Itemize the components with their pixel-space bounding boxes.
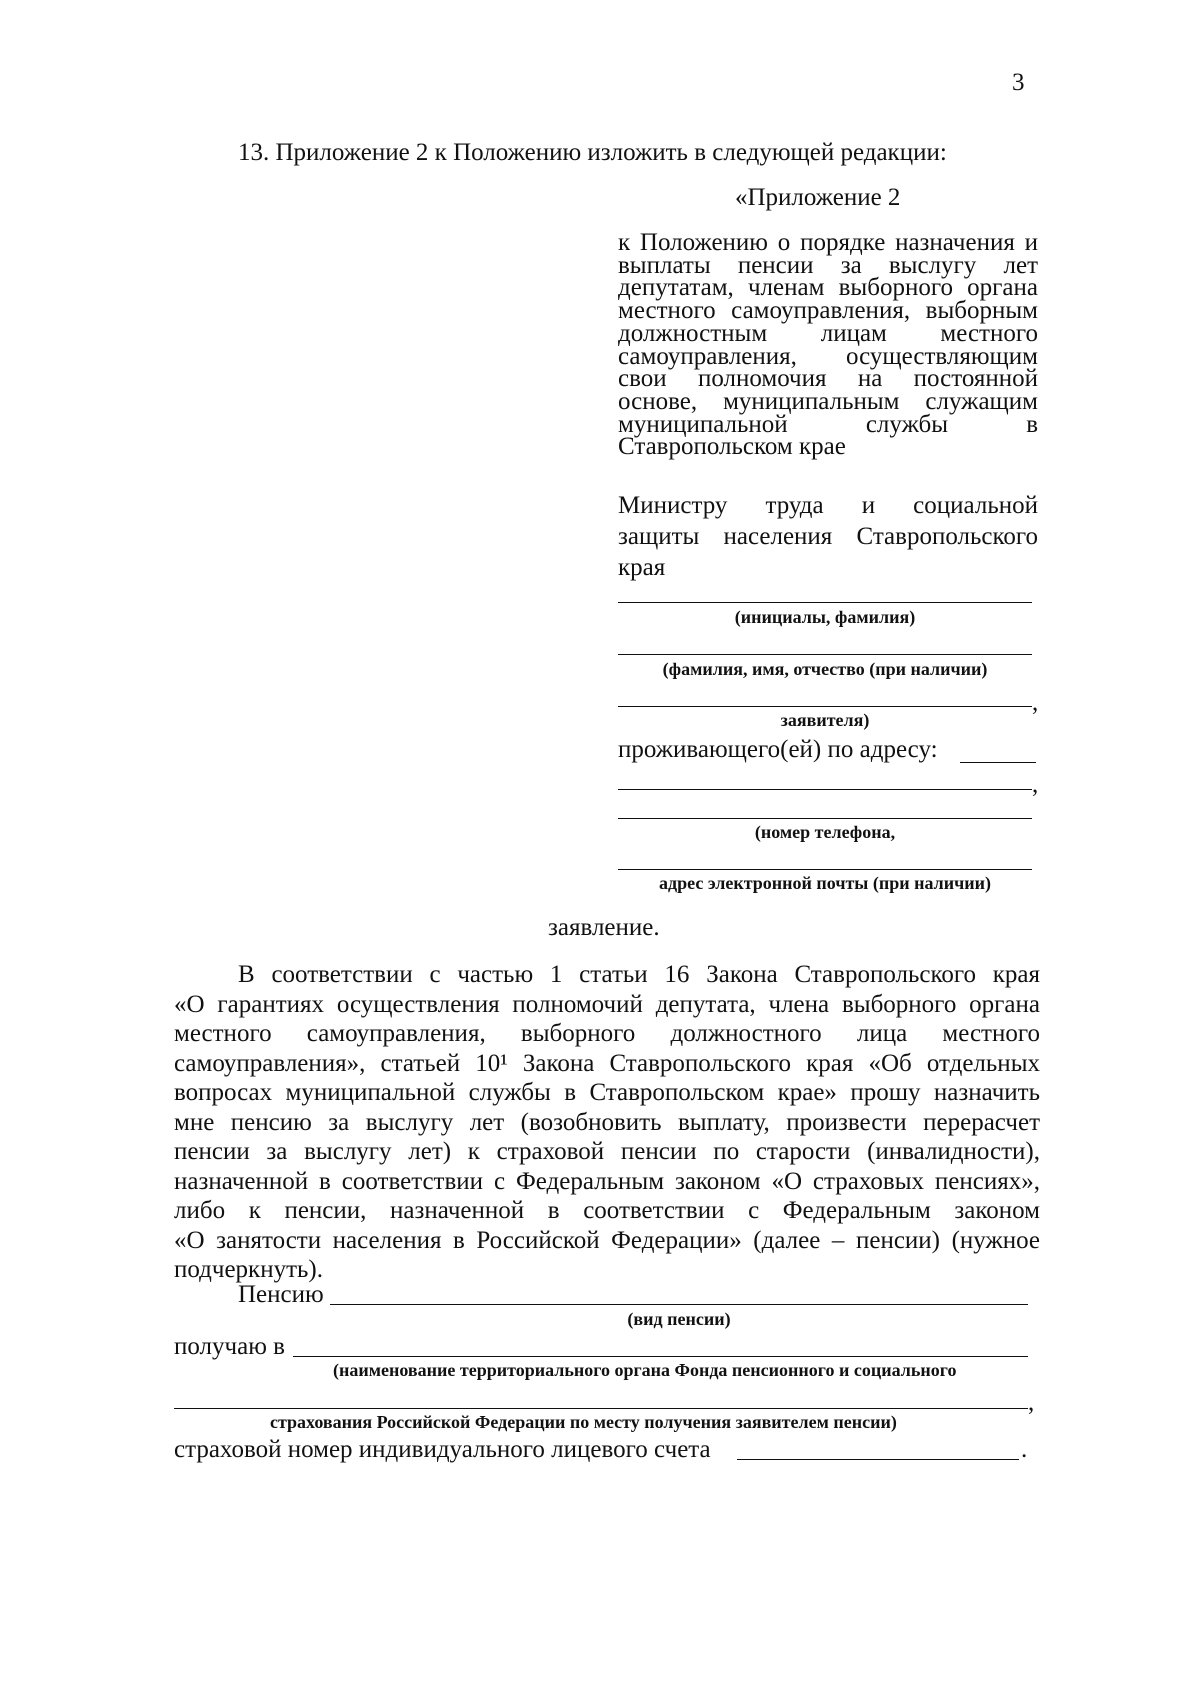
address-line-short <box>960 762 1036 763</box>
receive-label: получаю в <box>174 1333 285 1360</box>
pension-type-line <box>330 1304 1028 1305</box>
appendix-ref-line: выплаты пенсии за выслугу лет <box>618 251 1038 279</box>
statement-title: заявление. <box>548 914 660 941</box>
appendix-ref-line: основе, муниципальным служащим <box>618 387 1038 415</box>
body-line: «О занятости населения в Российской Федерации» (далее – пенсии) (нужное <box>174 1226 1040 1254</box>
addressee-line: Министру труда и социальной <box>618 492 1038 519</box>
initials-caption: (инициалы, фамилия) <box>734 607 916 627</box>
territorial-body-line-2 <box>174 1408 1028 1409</box>
addressee <box>618 490 1038 583</box>
page-number: 3 <box>1012 69 1025 96</box>
appendix-ref-line: Ставропольском крае <box>618 433 846 461</box>
body-line: назначенной в соответствии с Федеральным законом «О страховых пенсиях», <box>174 1167 1040 1195</box>
body-line: вопросах муниципальной службы в Ставропольском крае» прошу назначить <box>174 1079 1040 1106</box>
email-line <box>618 869 1032 870</box>
applicant-line <box>618 706 1032 707</box>
territorial-body-caption-2: страхования Российской Федерации по месту получения заявителем пенсии) <box>270 1412 897 1432</box>
body-line: мне пенсию за выслугу лет (возобновить выплату, произвести перерасчет <box>174 1108 1040 1136</box>
body-line: «О гарантиях осуществления полномочий депутата, члена выборного органа <box>174 990 1040 1018</box>
body-line: подчеркнуть). <box>174 1256 323 1283</box>
initials-line <box>618 602 1032 603</box>
appendix-ref-line: свои полномочия на постоянной <box>618 365 1038 393</box>
fio-caption: (фамилия, имя, отчество (при наличии) <box>662 659 988 679</box>
appendix-ref-line: депутатам, членам выборного органа <box>618 274 1038 302</box>
body-line: либо к пенсии, назначенной в соответствии с Федеральным законом <box>174 1197 1040 1224</box>
body-line: пенсии за выслугу лет) к страховой пенсии по старости (инвалидности), <box>174 1138 1040 1165</box>
fio-line <box>618 654 1032 655</box>
comma: , <box>1032 689 1039 716</box>
comma: , <box>1028 1389 1035 1416</box>
period: . <box>1021 1436 1028 1463</box>
comma: , <box>1032 771 1039 798</box>
email-caption: адрес электронной почты (при наличии) <box>659 873 991 893</box>
addressee-line: края <box>618 554 666 581</box>
appendix-ref-line: муниципальной службы в <box>618 410 1038 438</box>
item-13-heading: 13. Приложение 2 к Положению изложить в следующей редакции: <box>238 139 947 166</box>
applicant-caption: заявителя) <box>780 710 870 730</box>
body-line: самоуправления», статьей 10¹ Закона Ставропольского края «Об отдельных <box>174 1049 1040 1077</box>
appendix-reference <box>618 229 1038 461</box>
address-line <box>618 789 1032 790</box>
pension-type-caption: (вид пенсии) <box>627 1309 731 1329</box>
statement-body <box>174 960 1040 1285</box>
appendix-title: «Приложение 2 <box>735 184 901 211</box>
pension-label: Пенсию <box>238 1281 324 1308</box>
territorial-body-caption: (наименование территориального органа Фонда пенсионного и социального <box>333 1360 957 1380</box>
body-line: В соответствии с частью 1 статьи 16 Закона Ставропольского края <box>238 961 1040 988</box>
appendix-ref-line: местного самоуправления, выборным <box>618 297 1038 325</box>
body-line: местного самоуправления, выборного должностного лица местного <box>174 1020 1040 1047</box>
address-label: проживающего(ей) по адресу: <box>618 736 938 763</box>
appendix-ref-line: должностным лицам местного <box>618 319 1038 347</box>
phone-caption: (номер телефона, <box>754 822 896 842</box>
appendix-ref-line: к Положению о порядке назначения и <box>618 229 1038 256</box>
snils-label: страховой номер индивидуального лицевого счета <box>174 1436 711 1463</box>
snils-line <box>737 1459 1019 1460</box>
phone-line <box>618 818 1032 819</box>
appendix-ref-line: самоуправления, осуществляющим <box>618 342 1038 370</box>
territorial-body-line <box>293 1356 1028 1357</box>
addressee-line: защиты населения Ставропольского <box>618 523 1038 550</box>
